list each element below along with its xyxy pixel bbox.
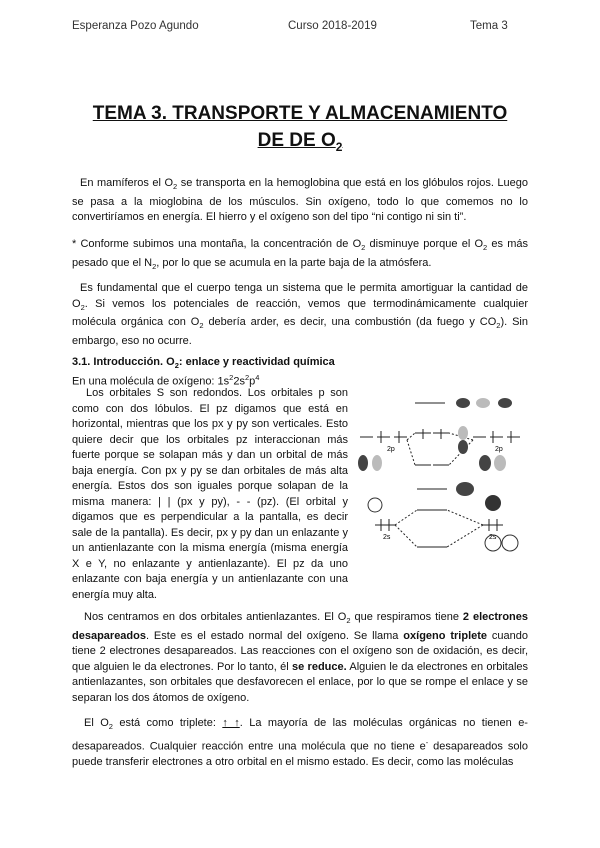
title-line-1: TEMA 3. TRANSPORTE Y ALMACENAMIENTO bbox=[92, 103, 508, 124]
label-2s-right: 2s bbox=[489, 534, 497, 541]
section-heading: 3.1. Introducción. $O_2$: enlace y reactividad química bbox=[72, 356, 335, 371]
paragraph-triplet: Nos centramos en dos orbitales antienlazantes. El $O_2$ que respiramos tiene 2 electrones desapareados. Este es el estado normal del oxígeno. Se llama oxígeno triplete cuando tiene 2 electrones desapareados. Las reacciones con el oxígeno son de oxidación, es decir, que alguien le da electrones. Por lo tanto, él se reduce. Alguien le da electrones en orbitales antienlazantes, son orbitales que desfavorecen el enlace, por lo que se rompe el enlace y se separan los dos átomos de oxígeno. bbox=[72, 611, 529, 704]
header-topic: Tema 3 bbox=[470, 20, 508, 32]
molecular-orbital-diagram bbox=[355, 385, 530, 565]
triplet-arrows: ↑ ↑ bbox=[222, 717, 240, 729]
paragraph-2: * Conforme subimos una montaña, la concentración de $O_2$ disminuye porque el $O_2$ es más pesado que el $N_2$, por lo que se acumula en la parte baja de la atmósfera. bbox=[72, 238, 528, 271]
paragraph-orbitals: Los orbitales S son redondos. Los orbitales p son como con dos lóbulos. El pz digamos que está en horizontal, mientras que los px y py son verticales. Esto quiere decir que los orbitales pz interaccionan más fuerte porque se solapan más y dan un orbital de más baja energía. Con px y py se dan orbitales de más alta energía. Estos dos son iguales porque solapan de la misma manera: | | (px y py), - - (pz). (El orbital y digamos que es perpendicular a la pantalla, es decir sale de la pantalla). Es decir, px y py dan un enlazante y un antienlazante con la misma energía (misma energía X e Y, no enlazante y antienlazante). El pz da uno enlazante con baja energía y un antienlazante con una energía muy alta. bbox=[72, 387, 348, 601]
page-title bbox=[60, 100, 540, 161]
paragraph-3: Es fundamental que el cuerpo tenga un sistema que le permita amortiguar la cantidad de $O_2$. Si vemos los potenciales de reacción, vemos que termodinámicamente cualquier molécula orgánica con $O_2$ debería arder, es decir, una combustión (da fuego y $CO_2$). Sin embargo, eso no ocurre. bbox=[72, 282, 528, 347]
paragraph-1: En mamíferos el $O_2$ se transporta en la hemoglobina que está en los glóbulos rojos. Luego se pasa a la mioglobina de los músculos. Sin oxígeno, todo lo que comemos no lo convertiríamos en energía. El hierro y el oxígeno son del tipo “ni contigo ni sin ti”. bbox=[72, 177, 529, 224]
electron-configuration: En una molécula de oxígeno: $1s^22s^2p^4$ bbox=[72, 373, 260, 388]
header-author: Esperanza Pozo Agundo bbox=[72, 20, 199, 32]
label-2s-left: 2s bbox=[383, 534, 391, 541]
paragraph-reactivity: El $O_2$ está como triplete: ↑ ↑. La mayoría de las moléculas orgánicas no tienen e- desapareados. Cualquier reacción entre una molécula que no tiene e- desapareados solo puede transferir electrones a otro orbital en el mismo estado. Es decir, como las moléculas bbox=[72, 717, 528, 768]
label-2p-right: 2p bbox=[495, 446, 503, 453]
label-2p-left: 2p bbox=[387, 446, 395, 453]
header-course: Curso 2018-2019 bbox=[288, 20, 377, 32]
title-line-2: DE DE $O_2$ bbox=[257, 130, 343, 154]
